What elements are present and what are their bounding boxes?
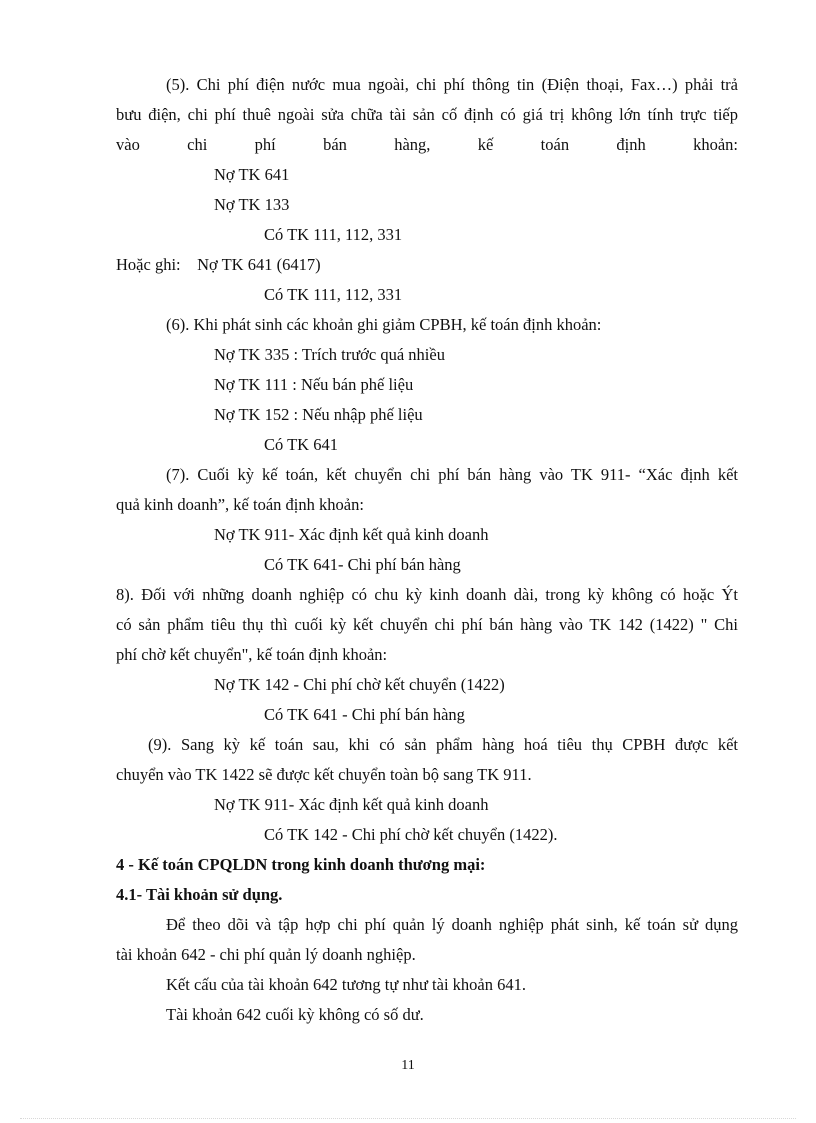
entry-credit-111-112-331: Có TK 111, 112, 331: [264, 225, 403, 244]
paragraph-8-line-1: 8). Đối với những doanh nghiệp có chu kỳ kinh doanh dài, trong kỳ không có hoặc Ýt: [116, 585, 738, 604]
entry-credit-641: Có TK 641: [264, 435, 338, 454]
entry-debit-133: Nợ TK 133: [214, 195, 290, 214]
entry-debit-335: Nợ TK 335 : Trích trước quá nhiều: [214, 345, 445, 364]
paragraph-9-line-2: chuyển vào TK 1422 sẽ được kết chuyển toàn bộ sang TK 911.: [116, 765, 532, 784]
page-bottom-divider: [20, 1118, 796, 1119]
entry-debit-142: Nợ TK 142 - Chi phí chờ kết chuyển (1422): [214, 675, 505, 694]
entry-debit-911-b: Nợ TK 911- Xác định kết quả kinh doanh: [214, 795, 489, 814]
entry-debit-911: Nợ TK 911- Xác định kết quả kinh doanh: [214, 525, 489, 544]
entry-credit-142: Có TK 142 - Chi phí chờ kết chuyển (1422).: [264, 825, 558, 844]
entry-credit-641-c: Có TK 641 - Chi phí bán hàng: [264, 705, 465, 724]
entry-credit-641-b: Có TK 641- Chi phí bán hàng: [264, 555, 461, 574]
paragraph-41-line-1: Để theo dõi và tập hợp chi phí quản lý doanh nghiệp phát sinh, kế toán sử dụng: [166, 915, 738, 934]
subsection-heading-4-1: 4.1- Tài khoản sử dụng.: [116, 885, 283, 904]
paragraph-8-line-2: có sản phẩm tiêu thụ thì cuối kỳ kết chuyển chi phí bán hàng vào TK 142 (1422) " Chi: [116, 615, 738, 634]
paragraph-5-line-1: (5). Chi phí điện nước mua ngoài, chi phí thông tin (Điện thoại, Fax…) phải trả: [166, 75, 738, 94]
paragraph-6: (6). Khi phát sinh các khoản ghi giảm CPBH, kế toán định khoản:: [166, 315, 602, 334]
entry-credit-111-112-331-alt: Có TK 111, 112, 331: [264, 285, 403, 304]
paragraph-7-line-2: quả kinh doanh”, kế toán định khoản:: [116, 495, 364, 514]
paragraph-5-line-2: bưu điện, chi phí thuê ngoài sửa chữa tài sản cố định có giá trị không lớn tính trực tiếp: [116, 105, 738, 124]
entry-alternative: Hoặc ghi: Nợ TK 641 (6417): [116, 255, 321, 274]
paragraph-balance: Tài khoản 642 cuối kỳ không có số dư.: [166, 1005, 424, 1024]
entry-debit-111: Nợ TK 111 : Nếu bán phế liệu: [214, 375, 414, 394]
entry-debit-152: Nợ TK 152 : Nếu nhập phế liệu: [214, 405, 423, 424]
paragraph-7-line-1: (7). Cuối kỳ kế toán, kết chuyển chi phí bán hàng vào TK 911- “Xác định kết: [166, 465, 738, 484]
paragraph-8-line-3: phí chờ kết chuyển", kế toán định khoản:: [116, 645, 388, 664]
paragraph-5-line-3: vào chi phí bán hàng, kế toán định khoản:: [116, 135, 738, 154]
page-number: 11: [401, 1058, 415, 1073]
section-heading-4: 4 - Kế toán CPQLDN trong kinh doanh thương mại:: [116, 855, 486, 874]
paragraph-41-line-2: tài khoản 642 - chi phí quản lý doanh nghiệp.: [116, 945, 416, 964]
paragraph-9-line-1: (9). Sang kỳ kế toán sau, khi có sản phẩm hàng hoá tiêu thụ CPBH được kết: [148, 735, 738, 754]
paragraph-structure: Kết cấu của tài khoản 642 tương tự như tài khoản 641.: [166, 975, 526, 994]
entry-debit-641: Nợ TK 641: [214, 165, 290, 184]
